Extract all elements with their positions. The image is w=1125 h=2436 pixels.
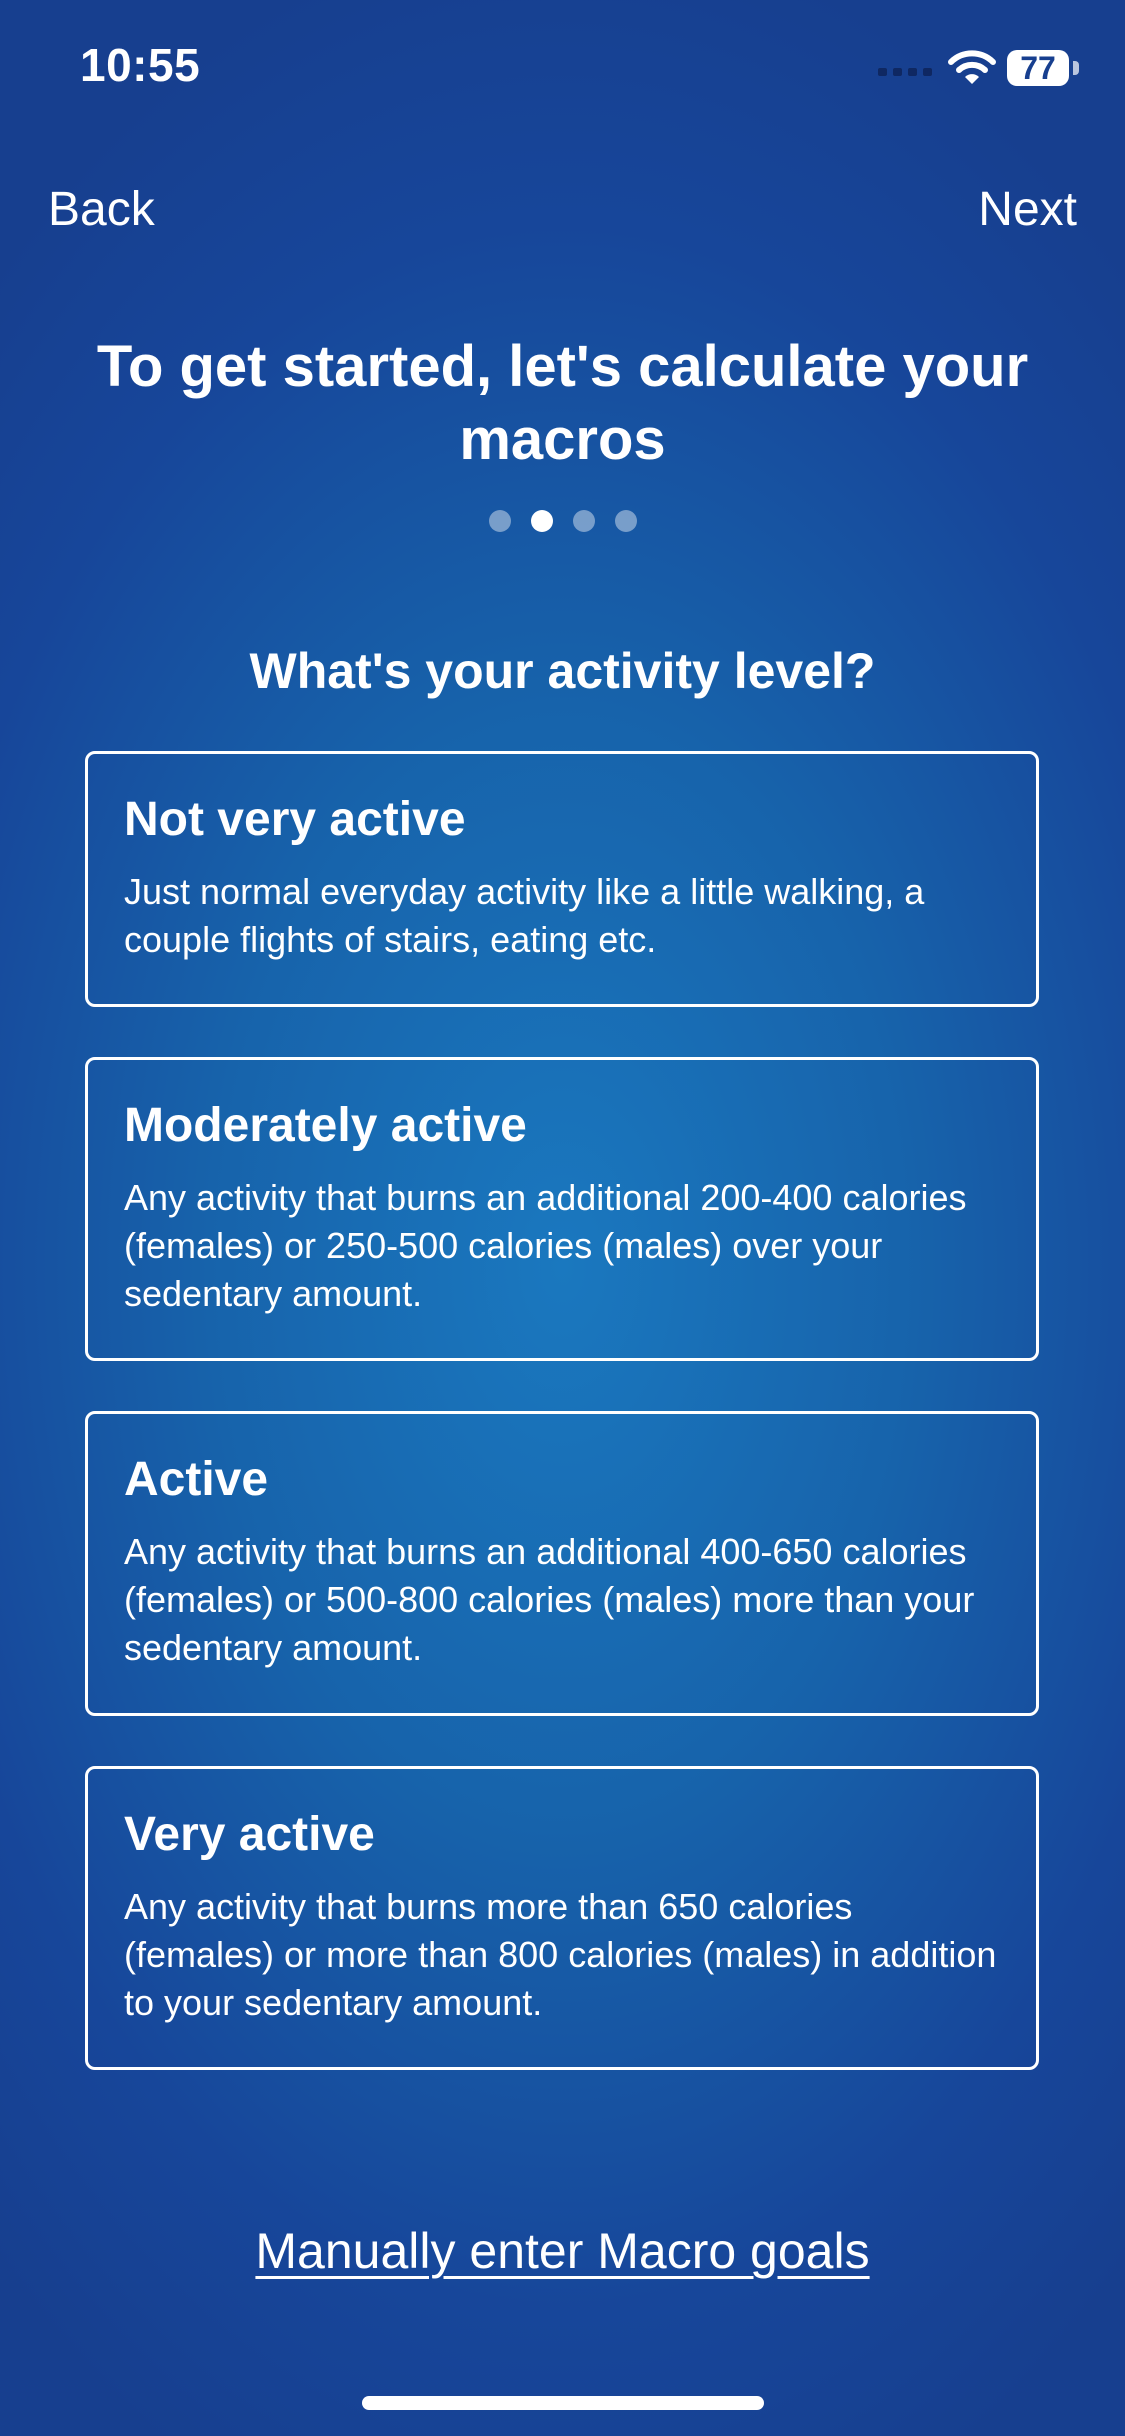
option-title: Active: [124, 1453, 269, 1506]
question-heading: What's your activity level?: [249, 643, 876, 699]
option-title: Not very active: [124, 793, 466, 846]
page-dot-4: [615, 510, 637, 532]
home-indicator[interactable]: [362, 2396, 764, 2410]
option-description: Any activity that burns an additional 400-650 calories (females) or 500-800 calories (males) more than your sedentary amount.: [124, 1531, 975, 1668]
option-description: Any activity that burns more than 650 calories (females) or more than 800 calories (males) in addition to your sedentary amount.: [124, 1886, 997, 2023]
page-indicator: [0, 510, 1125, 532]
option-description: Any activity that burns an additional 200-400 calories (females) or 250-500 calories (males) over your sedentary amount.: [124, 1177, 967, 1314]
battery-icon: [1007, 50, 1069, 86]
next-button[interactable]: Next: [978, 183, 1077, 236]
option-active[interactable]: [85, 1411, 1039, 1716]
back-button[interactable]: Back: [48, 183, 155, 236]
cellular-signal-icon: [878, 68, 932, 76]
status-time: 10:55: [80, 39, 201, 91]
page-dot-1: [489, 510, 511, 532]
option-moderately-active[interactable]: [85, 1057, 1039, 1361]
page-title: To get started, let's calculate your macros: [96, 334, 1029, 472]
option-not-very-active[interactable]: [85, 751, 1039, 1007]
wifi-icon: [947, 48, 997, 88]
option-description: Just normal everyday activity like a little walking, a couple flights of stairs, eating etc.: [124, 871, 925, 960]
manual-entry-link-label[interactable]: Manually enter Macro goals: [255, 2223, 870, 2279]
option-very-active[interactable]: [85, 1766, 1039, 2070]
page-dot-3: [573, 510, 595, 532]
option-title: Moderately active: [124, 1099, 527, 1152]
page-dot-2-active: [531, 510, 553, 532]
manual-entry-link[interactable]: [0, 2222, 1125, 2280]
battery-nub: [1073, 61, 1079, 75]
status-bar: [0, 0, 1125, 140]
battery-level: 77: [1020, 50, 1056, 86]
option-title: Very active: [124, 1808, 375, 1861]
